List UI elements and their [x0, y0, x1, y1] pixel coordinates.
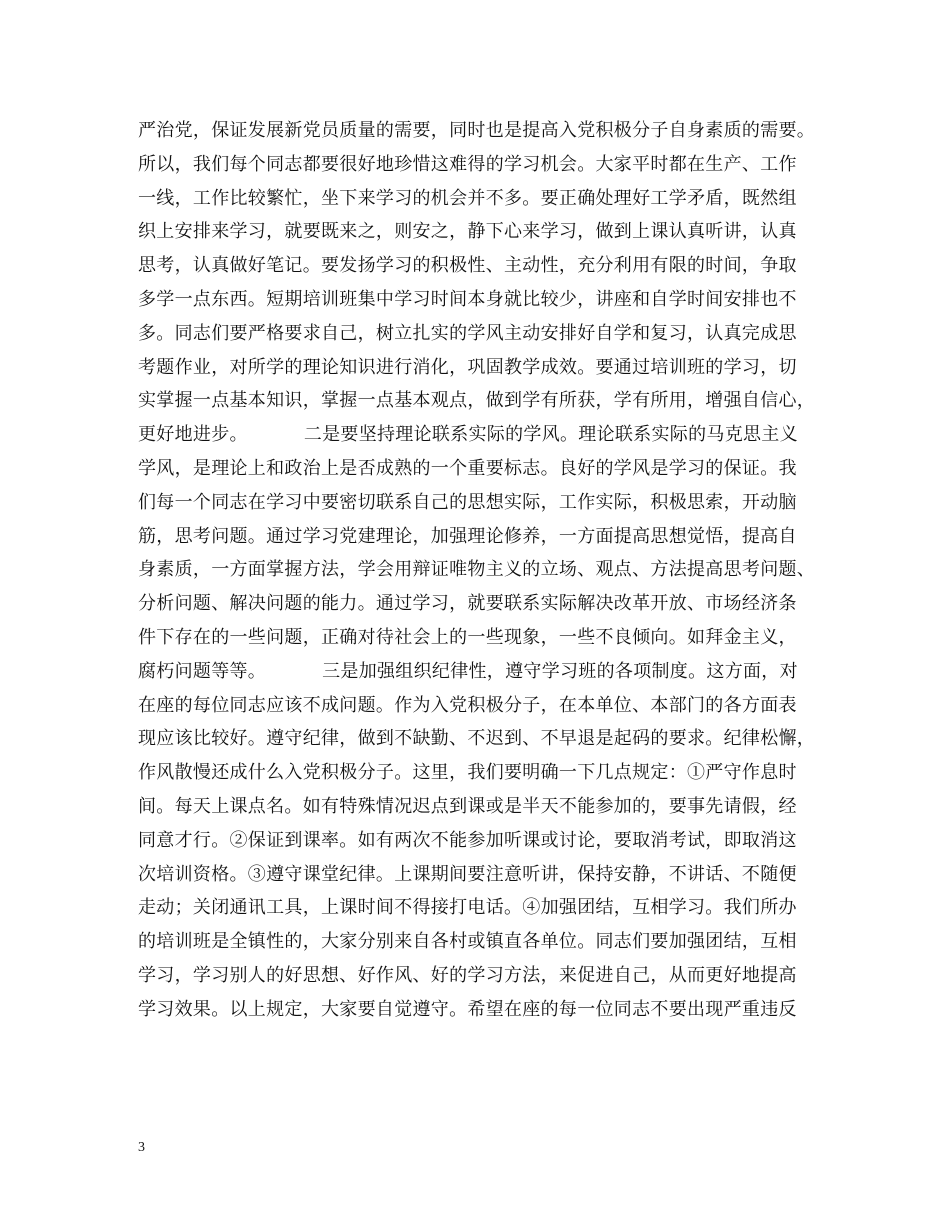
- text-line: 们每一个同志在学习中要密切联系自己的思想实际，工作实际，积极思索，开动脑: [138, 491, 797, 513]
- text-line: 实掌握一点基本知识，掌握一点基本观点，做到学有所获，学有所用，增强自信心，: [138, 390, 816, 412]
- text-line: 身素质，一方面掌握方法，学会用辩证唯物主义的立场、观点、方法提高思考问题、: [138, 559, 816, 581]
- text-line: 严治党，保证发展新党员质量的需要，同时也是提高入党积极分子自身素质的需要。: [138, 120, 816, 141]
- text-line: 学习效果。以上规定，大家要自觉遵守。希望在座的每一位同志不要出现严重违反: [138, 998, 797, 1020]
- text-line: 筋，思考问题。通过学习党建理论，加强理论修养，一方面提高思想觉悟，提高自: [138, 525, 797, 547]
- text-line: 次培训资格。③遵守课堂纪律。上课期间要注意听讲，保持安静，不讲话、不随便: [138, 863, 797, 885]
- text-segment: 二是要坚持理论联系实际的学风。理论联系实际的马克思主义: [303, 424, 798, 446]
- text-line: [138, 418, 818, 452]
- text-line: 现应该比较好。遵守纪律，做到不缺勤、不迟到、不早退是起码的要求。纪律松懈，: [138, 728, 816, 750]
- text-line: 织上安排来学习，就要既来之，则安之，静下心来学习，做到上课认真听讲，认真: [138, 221, 797, 243]
- page-number: 3: [138, 1140, 145, 1155]
- text-line: 所以，我们每个同志都要很好地珍惜这难得的学习机会。大家平时都在生产、工作: [138, 153, 797, 175]
- text-line: 在座的每位同志应该不成问题。作为入党积极分子，在本单位、本部门的各方面表: [138, 694, 797, 716]
- text-line: 一线，工作比较繁忙，坐下来学习的机会并不多。要正确处理好工学矛盾，既然组: [138, 187, 797, 209]
- text-line: 多学一点东西。短期培训班集中学习时间本身就比较少，讲座和自学时间安排也不: [138, 288, 797, 310]
- text-line: 思考，认真做好笔记。要发扬学习的积极性、主动性，充分利用有限的时间，争取: [138, 255, 797, 277]
- body-text: [138, 114, 818, 1027]
- text-line: 的培训班是全镇性的，大家分别来自各村或镇直各单位。同志们要加强团结，互相: [138, 931, 797, 953]
- text-line: 走动；关闭通讯工具，上课时间不得接打电话。④加强团结，互相学习。我们所办: [138, 897, 797, 919]
- text-line: 多。同志们要严格要求自己，树立扎实的学风主动安排好自学和复习，认真完成思: [138, 322, 797, 344]
- text-line: 学风，是理论上和政治上是否成熟的一个重要标志。良好的学风是学习的保证。我: [138, 457, 797, 479]
- text-line: 考题作业，对所学的理论知识进行消化，巩固教学成效。要通过培训班的学习，切: [138, 356, 797, 378]
- text-line: 件下存在的一些问题，正确对待社会上的一些现象，一些不良倾向。如拜金主义，: [138, 626, 797, 648]
- text-line: 间。每天上课点名。如有特殊情况迟点到课或是半天不能参加的，要事先请假，经: [138, 795, 797, 817]
- text-line: 同意才行。②保证到课率。如有两次不能参加听课或讨论，要取消考试，即取消这: [138, 829, 797, 851]
- text-line: [138, 655, 818, 689]
- text-line: 学习，学习别人的好思想、好作风、好的学习方法，来促进自己，从而更好地提高: [138, 964, 797, 986]
- text-segment: 更好地进步。: [138, 424, 248, 446]
- text-line: 分析问题、解决问题的能力。通过学习，就要联系实际解决改革开放、市场经济条: [138, 593, 797, 615]
- text-segment: 三是加强组织纪律性，遵守学习班的各项制度。这方面，对: [322, 660, 798, 682]
- text-segment: 腐朽问题等等。: [138, 660, 267, 682]
- text-line: 作风散慢还成什么入党积极分子。这里，我们要明确一下几点规定：①严守作息时: [138, 762, 797, 784]
